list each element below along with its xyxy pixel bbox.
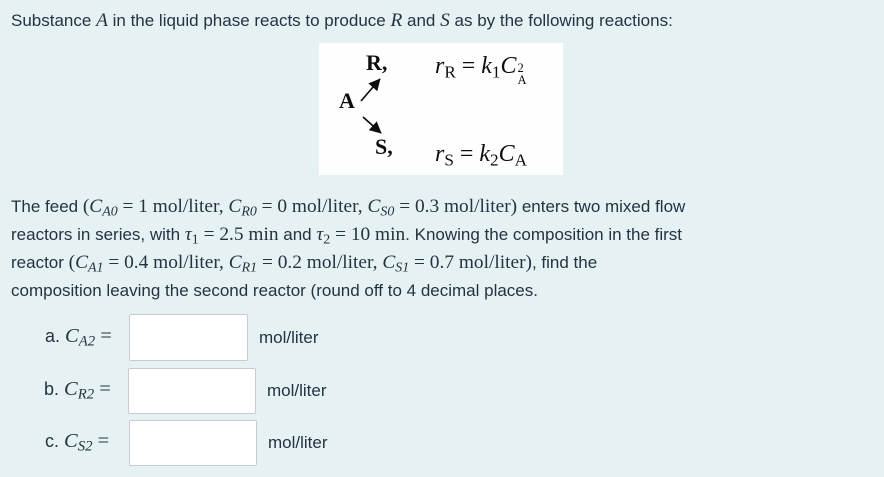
description-line-4: composition leaving the second reactor (round off to 4 decimal places.: [11, 281, 538, 300]
answer-input-ca2[interactable]: [129, 314, 248, 361]
answer-row-cs2: [45, 420, 328, 466]
problem-description: [11, 193, 877, 305]
rate-equation-s: $r_S = k_2C_A$: [435, 141, 528, 170]
description-line-1: The feed ($C_{A0} = 1$ mol/liter, $C_{R0} = 0$ mol/liter, $C_{S0} = 0.3$ mol/liter) enters two mixed flow: [11, 196, 686, 220]
answer-unit-cs2: mol/liter: [268, 433, 328, 452]
reactant-a-label: A: [339, 88, 355, 113]
arrow-a-to-s: [363, 117, 381, 133]
answer-unit-cr2: mol/liter: [267, 381, 327, 400]
answer-input-cs2[interactable]: [129, 420, 257, 466]
answer-label-ca2: a. $C_{A2}$ =: [45, 324, 112, 350]
arrow-a-to-r: [361, 79, 380, 101]
problem-statement-line: Substance A in the liquid phase reacts to produce R and S as by the following reactions:: [11, 10, 673, 31]
description-line-3: reactor ($C_{A1} = 0.4$ mol/liter, $C_{R1} = 0.2$ mol/liter, $C_{S1} = 0.7$ mol/liter), find the: [11, 252, 598, 276]
reaction-scheme-figure: [319, 43, 563, 175]
answer-input-cr2[interactable]: [128, 368, 256, 414]
description-line-2: reactors in series, with $\tau_1 = 2.5$ min and $\tau_2 = 10$ min. Knowing the composition in the first: [11, 224, 683, 248]
rate-equation-r: $r_R = k_1C$ 2 A: [435, 53, 527, 88]
answer-row-cr2: [44, 368, 327, 414]
product-s-label: S,: [375, 134, 393, 159]
answer-unit-ca2: mol/liter: [259, 327, 319, 347]
answer-label-cr2: b. $C_{R2}$ =: [44, 378, 111, 403]
product-r-label: R,: [366, 50, 388, 75]
answer-row-ca2: [45, 314, 319, 361]
answer-label-cs2: c. $C_{S2}$ =: [45, 430, 110, 455]
